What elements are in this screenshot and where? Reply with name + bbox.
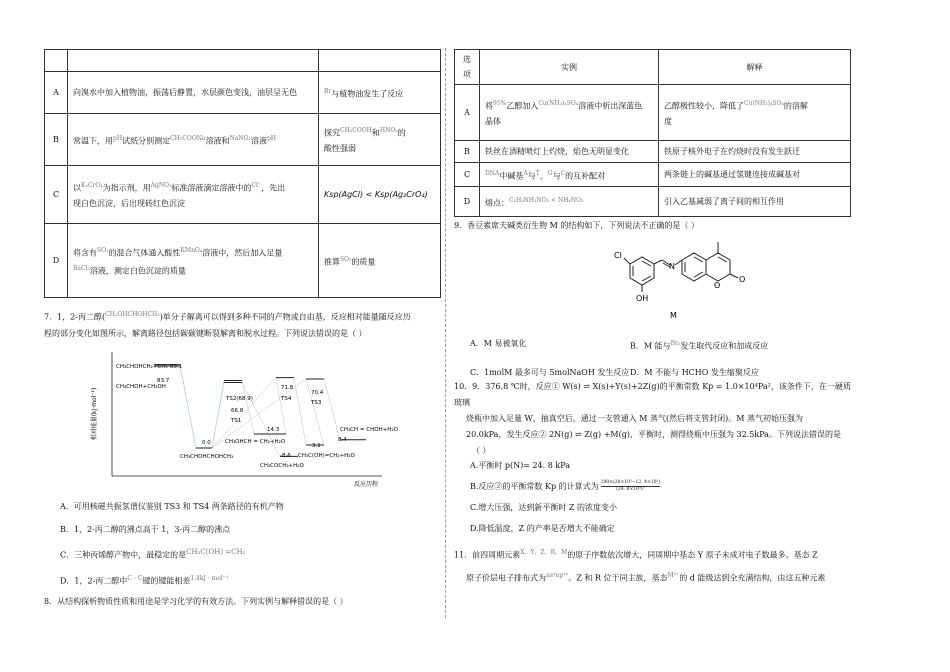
formula: AgNO₃ [150, 182, 172, 190]
species-label: CH₃C(OH)=CH₂+H₂O [298, 453, 355, 459]
row-content [68, 224, 319, 298]
left-table-header-cell [68, 50, 319, 72]
row-label: D [455, 187, 480, 217]
formula: Cu(NH₃)₄SO₄ [744, 100, 784, 108]
formula: BaCl₂ [73, 264, 90, 272]
question-9-options [470, 333, 850, 384]
row-example [480, 163, 659, 187]
question-10-stem [454, 379, 854, 459]
text: 原子价层电子排布式为 [466, 573, 546, 583]
ts-label: TS4 [281, 396, 292, 402]
energy-value: 83.7 [157, 378, 170, 384]
connector-line [294, 378, 306, 445]
species-label: CH₃CHOHCHOHCH₃ [180, 454, 234, 460]
ring-oxygen-atom: O [714, 281, 721, 290]
column-divider [445, 48, 446, 618]
text: 试纸分别测定 [122, 136, 171, 146]
text: 常温下，用 [73, 136, 113, 146]
text: 键的键能相差 [142, 576, 191, 586]
table-header-row [455, 50, 851, 85]
right-option-table [454, 49, 851, 217]
text: D．1，2-丙二醇中 [60, 576, 128, 586]
formula: T [535, 169, 540, 177]
options-row-1 [470, 333, 850, 358]
text: 乙醇加入 [506, 101, 539, 111]
connector-line [242, 383, 280, 457]
formula: pH [113, 134, 123, 142]
text: C．三种丙烯醇产物中，最稳定的是 [60, 550, 187, 560]
option-a: A.平衡时 p(N)= 24. 8 kPa [470, 461, 571, 470]
formula: K₂CrO₄ [81, 182, 103, 190]
formula: CH₃COOH [340, 127, 372, 135]
row-explain [319, 224, 441, 298]
left-table-header-cell [319, 50, 441, 72]
header-cell: 解释 [659, 50, 851, 85]
text: 标准溶液滴定溶液中的 [171, 183, 252, 193]
text: 乙醇极性较小，降低了 [664, 101, 744, 111]
text: 发生取代反应和加成反应 [680, 341, 769, 351]
table-row [455, 163, 851, 187]
left-table-header-cell [45, 50, 68, 72]
chlorine-atom: Cl [614, 251, 622, 260]
fraction-numerator: 100×(20×10³−12. 4×10³) [600, 480, 661, 485]
connector-line [306, 379, 324, 445]
species-label: CH₃COCH₃+H₂O [260, 463, 304, 469]
hydroxyl-group: OH [636, 294, 649, 303]
option-c: C.增大压强，达到新平衡时 Z 的浓度变小 [470, 503, 618, 512]
row-example: 铁丝在酒精喷灯上灼烧，焰色无明显变化 [480, 141, 659, 163]
formula: CH₃COONa [170, 134, 206, 142]
energy-value: 3.1 [312, 443, 321, 449]
fraction-denominator: (24. 8×10³)² [616, 487, 645, 492]
text: 11．前四周期元素 [454, 550, 521, 560]
row-explain: 铁原子核外电子在灼烧时没有发生跃迁 [659, 141, 851, 163]
nitrogen-atom: N [669, 262, 675, 271]
ksp-relation: Ksp(AgCl) < Ksp(Ag₂CrO₄) [324, 190, 428, 199]
connector-line [212, 383, 224, 448]
ts-label: TS3 [311, 400, 322, 406]
text: （ ） [472, 446, 491, 455]
text: 与 [552, 171, 561, 181]
text: 烧瓶中加入足量 W，抽真空后，通过一支管通入 M 蒸气(然后将支管封闭)。M 蒸气初始压强为 [466, 414, 804, 423]
row-label: C [455, 163, 480, 187]
option-d: D．M 不能与 HCHO 发生缩聚反应 [630, 367, 759, 377]
row-explain: 两条链上的碱基通过氢键连接成碱基对 [659, 163, 851, 187]
option-b [470, 476, 850, 497]
text: 酸性强弱 [324, 143, 356, 153]
text: )单分子解离可以得到多种不同的产物或自由基，反应相对能量随反应历 [159, 312, 411, 322]
question-7-options [60, 495, 444, 592]
formula: Cu(NH₃)₄SO₄ [538, 100, 579, 108]
connector-line [212, 378, 276, 448]
text: 程的部分变化如图所示，解离路径包括碳碳键断裂解离和脱水过程。下列说法错误的是（ ） [44, 328, 367, 338]
ts-label: TS1 [231, 418, 242, 424]
row-label: A [455, 85, 480, 141]
table-row [455, 85, 851, 141]
question-11-stem [454, 543, 854, 588]
energy-value: 0.0 [202, 440, 211, 446]
text: 。Z 和 R 位于同主族，基态 [568, 573, 668, 583]
text: 的质量 [351, 257, 376, 267]
formula: KMnO₄ [180, 246, 203, 254]
row-label: B [45, 114, 68, 166]
ts-label: TS2(68.9) [226, 396, 253, 402]
row-explain: 引入乙基减弱了离子间的相互作用 [659, 187, 851, 217]
text: 度 [664, 116, 672, 126]
text: 溶液中析出深蓝色 [578, 101, 643, 111]
option-d: D.降低温度，Z 的产率是否增大不能确定 [470, 524, 615, 533]
energy-value: 70.4 [311, 390, 324, 396]
option-b: B．1，2-丙二醇的沸点高于 1，3-丙二醇的沸点 [60, 525, 231, 534]
text: 探究 [324, 128, 340, 138]
formula: 1.4kJ · mol⁻¹ [190, 574, 229, 582]
text: 和 [371, 128, 380, 138]
fraction [601, 480, 660, 493]
row-label: A [45, 72, 68, 114]
text: 与 [527, 171, 536, 181]
table-row [45, 114, 441, 166]
option-a: A．可用核磁共振氢谱仪鉴别 TS3 和 TS4 两条路径的有机产物 [60, 502, 284, 511]
q11-line2 [454, 566, 854, 589]
text: 溶液和 [205, 136, 230, 146]
text: B．M 能与 [630, 341, 671, 351]
species-label: CH₃CHOHCH₂+CH₃ [116, 364, 168, 370]
text: 7．1，2-丙二醇( [44, 312, 106, 322]
text: 推算 [324, 257, 340, 267]
formula: C [560, 169, 566, 177]
formula: Br₂ [670, 340, 681, 347]
molecule-m-structure [600, 234, 750, 324]
text: 晶体 [485, 116, 501, 126]
species-label: CH₃CH = CHOH+H₂O [340, 427, 398, 433]
text: 20.0kPa，发生反应② 2N(g) ⇌ Z(g) +M(g)，平衡时，测得烧瓶中压强为 32.5kPa。下列说法错误的是 [466, 430, 841, 439]
text: 现白色沉淀，后出现砖红色沉淀 [73, 198, 185, 208]
formula: CH₃C(OH) =CH₂ [186, 548, 246, 556]
text: 的溶解 [783, 101, 808, 111]
connector-line [324, 379, 340, 440]
energy-value: 71.8 [281, 385, 294, 391]
text: 溶液中，然后加入足量 [202, 248, 283, 258]
row-explain [319, 166, 441, 224]
question-8-stem: 8．从结构探析物质性质和用途是学习化学的有效方法。下列实例与解释错误的是（ ） [44, 597, 348, 606]
formula: SO₂ [340, 255, 352, 263]
option-c: C．1molM 最多可与 5molNaOH 发生反应 [470, 367, 630, 377]
table-row [45, 166, 441, 224]
text: 的原子序数依次增大，同周期中基态 Y 原子未成对电子数最多。基态 Z [567, 550, 818, 560]
formula: X、Y、Z、R、M [520, 549, 568, 556]
table-row [45, 224, 441, 298]
formula: DNA [485, 169, 500, 177]
text: 将 [485, 101, 493, 111]
row-explain [319, 72, 441, 114]
q11-line1 [454, 543, 854, 566]
text: 、 [539, 171, 548, 181]
table-row [455, 187, 851, 217]
energy-value: 85.1 [170, 364, 183, 370]
energy-value: 14.3 [267, 427, 280, 433]
formula: HNO₂ [379, 127, 398, 135]
species-label: CH₃OHCH = CH₂+H₂O [225, 439, 286, 445]
energy-profile-diagram [84, 346, 398, 488]
table-row [455, 141, 851, 163]
option-b [630, 333, 768, 358]
table-row [45, 72, 441, 114]
row-explain [319, 114, 441, 166]
connector-line [242, 380, 254, 434]
row-example [480, 187, 659, 217]
text: 溶液，测定白色沉淀的质量 [89, 266, 186, 276]
row-label: D [45, 224, 68, 298]
row-content: 向溴水中加入植物油，振荡后静置，水层颜色变浅，油层呈无色 [68, 72, 319, 114]
text: 的混合气体通入酸性 [108, 248, 181, 258]
carbonyl-oxygen-atom: O [739, 275, 746, 284]
formula: CH₂OHCHOHCH₃ [105, 311, 160, 318]
text: 为指示剂，用 [102, 183, 151, 193]
molecule-label: M [670, 311, 677, 320]
text: ，先出 [261, 183, 286, 193]
header-cell: 实例 [480, 50, 659, 85]
left-option-table [44, 49, 441, 298]
row-example [480, 85, 659, 141]
formula: pH [266, 134, 277, 142]
text: 溶液 [250, 136, 267, 146]
option-d [60, 567, 444, 593]
text: 中碱基 [499, 171, 524, 181]
energy-value: 66.8 [231, 408, 244, 414]
connector-line [180, 366, 196, 448]
formula: 95% [493, 100, 507, 108]
question-9-stem: 9．香豆素席夫碱类衍生物 M 的结构如下，下列说法不正确的是（ ） [454, 221, 699, 230]
text: 的 [397, 128, 406, 138]
text: 的 d 能级达到全充满结构，由这五种元素 [679, 573, 826, 583]
text: 以 [73, 183, 81, 193]
formula: G [547, 169, 553, 177]
option-a: A．M 易被氧化 [470, 339, 527, 348]
option-c [60, 541, 444, 567]
species-label: CH₃CHOH+CH₂OH [116, 384, 166, 390]
text: 的互补配对 [565, 171, 606, 181]
text: B.反应②的平衡常数 Kp 的计算式为 [470, 482, 599, 491]
row-content [68, 114, 319, 166]
formula: C - C [127, 574, 143, 582]
text: 10．9．376.8 ℃时，反应① W(s) ⇌ X(s)+Y(s)+2Z(g)的平衡常数 Kp = 1.0×10⁴Pa²，该条件下，在一硬质玻璃 [454, 382, 851, 407]
x-axis-label: 反应历程 [354, 481, 379, 488]
header-cell: 选项 [455, 50, 480, 85]
energy-value: 8.4 [338, 437, 347, 443]
explain-text: 与植物油发生了反应 [331, 89, 404, 99]
energy-value: -8.6 [280, 453, 291, 459]
row-label: B [455, 141, 480, 163]
formula: nsⁿnp²ⁿ [546, 571, 569, 579]
formula: SO₂ [97, 246, 109, 254]
question-10-options [470, 455, 850, 539]
formula: A [523, 169, 528, 177]
question-7-stem [44, 307, 444, 342]
y-axis-label: 相对能量(kJ·mol⁻¹) [91, 387, 98, 441]
formula: C₂H₅NH₃NO₃ < NH₄NO₃ [509, 196, 584, 204]
row-explain [659, 85, 851, 141]
formula: NaNO₂ [229, 134, 251, 142]
formula-br2: Br [324, 87, 332, 95]
formula: M²⁺ [667, 571, 680, 579]
text: 熔点： [485, 198, 509, 208]
row-label: C [45, 166, 68, 224]
formula: Cl⁻ [251, 182, 262, 190]
row-content [68, 166, 319, 224]
text: 将含有 [73, 248, 97, 258]
